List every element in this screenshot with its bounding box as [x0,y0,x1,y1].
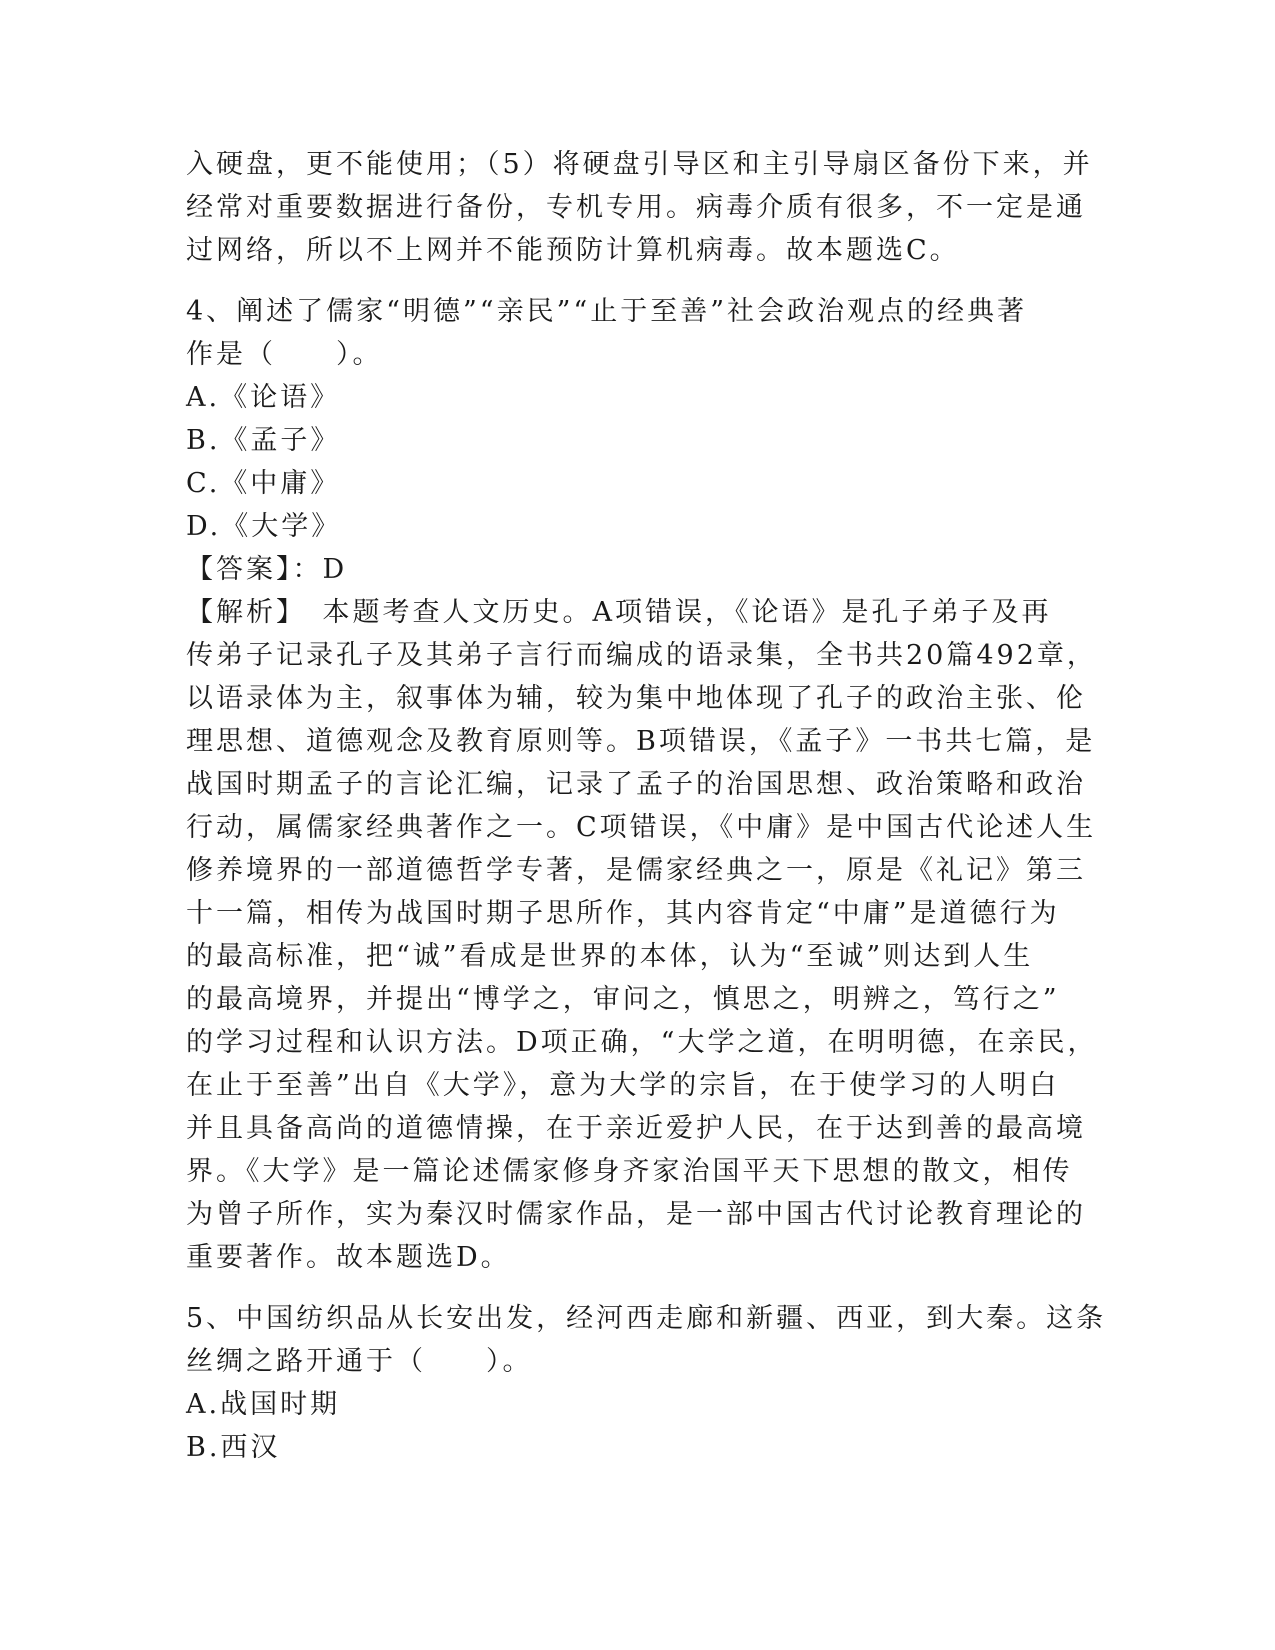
text-line: 经常对重要数据进行备份，专机专用。病毒介质有很多，不一定是通 [186,192,1086,223]
question-5 [186,1297,1107,1469]
question-stem-line: 作是（ ）。 [186,339,383,370]
explanation-line: 传弟子记录孔子及其弟子言行而编成的语录集，全书共20篇492章， [186,640,1097,671]
option-a: A.战国时期 [186,1389,341,1420]
paragraph-gap [186,272,1086,290]
question-stem-line: 5、中国纺织品从长安出发，经河西走廊和新疆、西亚，到大秦。这条 [186,1303,1107,1334]
explanation-line: 为曾子所作，实为秦汉时儒家作品，是一部中国古代讨论教育理论的 [186,1199,1086,1230]
explanation-line: 【解析】 本题考查人文历史。A项错误，《论语》是孔子弟子及再 [186,597,1052,628]
question-4 [186,290,1098,1279]
explanation-line: 十一篇，相传为战国时期子思所作，其内容肯定“中庸”是道德行为 [186,898,1060,929]
document-page [186,143,1107,1469]
option-b: B.《孟子》 [186,425,341,456]
explanation [186,591,1098,1279]
option-a: A.《论语》 [186,382,341,413]
option-d: D.《大学》 [186,511,342,542]
paragraph-gap [186,1279,1086,1297]
explanation-line: 以语录体为主，叙事体为辅，较为集中地体现了孔子的政治主张、伦 [186,683,1086,714]
explanation-line: 的最高标准，把“诚”看成是世界的本体，认为“至诚”则达到人生 [186,941,1034,972]
explanation-line: 界。《大学》是一篇论述儒家修身齐家治国平天下思想的散文，相传 [186,1156,1073,1187]
explanation-line: 行动，属儒家经典著作之一。C项错误，《中庸》是中国古代论述人生 [186,812,1097,843]
explanation-line: 理思想、道德观念及教育原则等。B项错误，《孟子》一书共七篇，是 [186,726,1096,757]
answer-line: 【答案】：D [186,554,348,585]
previous-explanation-tail [186,143,1093,272]
option-c: C.《中庸》 [186,468,341,499]
explanation-line: 修养境界的一部道德哲学专著，是儒家经典之一，原是《礼记》第三 [186,855,1086,886]
explanation-line: 在止于至善”出自《大学》，意为大学的宗旨，在于使学习的人明白 [186,1070,1060,1101]
question-stem-line: 4、阐述了儒家“明德”“亲民”“止于至善”社会政治观点的经典著 [186,296,1027,327]
explanation-line: 的最高境界，并提出“博学之，审问之，慎思之，明辨之，笃行之” [186,984,1060,1015]
text-line: 入硬盘，更不能使用；（5）将硬盘引导区和主引导扇区备份下来，并 [186,149,1093,180]
option-b: B.西汉 [186,1432,281,1463]
explanation-line: 重要著作。故本题选D。 [186,1242,511,1273]
explanation-line: 战国时期孟子的言论汇编，记录了孟子的治国思想、政治策略和政治 [186,769,1086,800]
text-line: 过网络，所以不上网并不能预防计算机病毒。故本题选C。 [186,235,960,266]
explanation-line: 并且具备高尚的道德情操，在于亲近爱护人民，在于达到善的最高境 [186,1113,1086,1144]
explanation-line: 的学习过程和认识方法。D项正确，“大学之道，在明明德，在亲民， [186,1027,1098,1058]
question-stem-line: 丝绸之路开通于（ ）。 [186,1346,533,1377]
